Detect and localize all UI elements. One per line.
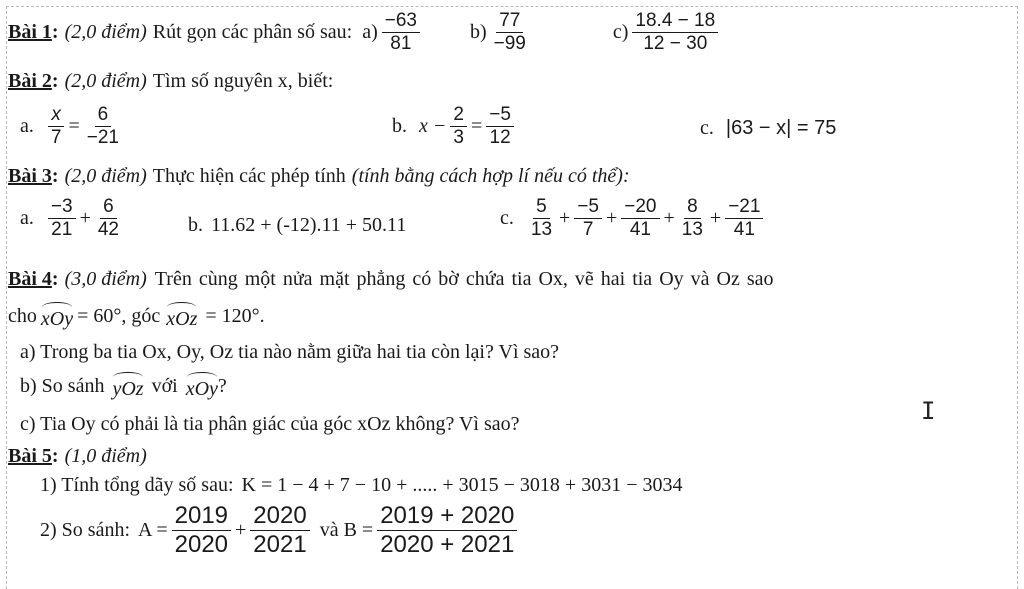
angle-xoz: xOz: [166, 302, 197, 331]
ex5-a-frac1: $\frac{2019}{2020}$: [172, 502, 231, 558]
text-cursor-icon: I: [921, 397, 936, 425]
ex5-b-frac: $\frac{2019 + 2020}{2020 + 2021}$: [377, 502, 517, 558]
exercise-4-text-1: Trên cùng một nửa mặt phẳng có bờ chứa tia Ox, vẽ hai tia Oy và Oz sao: [154, 268, 774, 290]
angle-xoy-value: = 60°, góc: [77, 305, 161, 327]
ex3-c-frac3: $\frac{-20}{41}$: [621, 196, 659, 241]
ex4-question-a: [20, 341, 559, 364]
ex1-c-fraction: $\frac{18.4 - 18}{12 - 30}$: [632, 10, 718, 55]
ex2-c-label: c.: [700, 117, 714, 139]
ex1-b-label: b): [469, 20, 487, 43]
exercise-4-label: Bài 4:: [8, 268, 59, 290]
exercise-2-text: Tìm số nguyên x, biết:: [152, 70, 334, 92]
ex3-c-label: c.: [500, 206, 514, 229]
ex2-b-lhs: x −: [419, 114, 447, 137]
ex3-c-plus-1: +: [559, 206, 571, 229]
ex5-q1-expression: K = 1 − 4 + 7 − 10 + ..... + 3015 − 3018 + 3031 − 3034: [241, 474, 683, 496]
exercise-4: [8, 268, 774, 291]
ex3-b-expr: 11.62 + (-12).11 + 50.11: [211, 214, 407, 236]
angle-yoz: yOz: [112, 372, 143, 401]
ex3-b-label: b.: [188, 214, 203, 236]
exercise-1-label: Bài 1:: [8, 20, 59, 43]
ex2-c-expr: |63 − x| = 75: [725, 117, 837, 139]
ex3-c-plus-3: +: [663, 206, 675, 229]
ex2-a-equals: =: [68, 114, 80, 137]
exercise-3-text: Thực hiện các phép tính: [152, 165, 346, 187]
ex4-question-c: [20, 413, 520, 436]
exercise-1-points: (2,0 điểm): [64, 20, 147, 43]
ex5-question-2: [40, 502, 521, 558]
ex3-c-frac2: $\frac{-5}{7}$: [574, 196, 602, 241]
exercise-3-note: (tính bằng cách hợp lí nếu có thể):: [351, 165, 630, 187]
exercise-4-points: (3,0 điểm): [64, 268, 147, 290]
ex3-c: [500, 196, 767, 241]
ex3-b: [188, 214, 406, 237]
ex3-a-plus: +: [79, 206, 91, 229]
ex2-c: [700, 117, 836, 140]
ex2-b-label: b.: [392, 114, 407, 137]
ex2-b-frac1: $\frac{2}{3}$: [450, 104, 467, 149]
exercise-3: [8, 165, 630, 188]
ex4-question-b: [20, 372, 227, 401]
ex1-b-fraction: $\frac{77}{-99}$: [493, 10, 526, 54]
ex2-b-frac2: $\frac{-5}{12}$: [486, 104, 514, 149]
exercise-5-label: Bài 5:: [8, 445, 59, 467]
ex3-a-frac2: $\frac{6}{42}$: [97, 196, 119, 240]
ex2-a-frac2: $\frac{6}{-21}$: [86, 104, 119, 148]
ex4-qb-prefix: b) So sánh: [20, 375, 105, 397]
angle-xoy: xOy: [41, 302, 73, 331]
exercise-3-points: (2,0 điểm): [64, 165, 147, 187]
ex4-qc-text: c) Tia Oy có phải là tia phân giác của góc xOz không? Vì sao?: [20, 413, 520, 435]
ex5-a-frac2: $\frac{2020}{2021}$: [250, 502, 309, 558]
ex2-a-frac1: $\frac{x}{7}$: [48, 104, 65, 149]
ex3-c-frac4: $\frac{8}{13}$: [681, 196, 703, 240]
ex3-a-frac1: $\frac{-3}{21}$: [48, 196, 76, 241]
ex5-q2-a-label: A =: [138, 518, 168, 541]
exercise-2-label: Bài 2:: [8, 70, 59, 92]
exercise-4-text-2: cho: [8, 305, 37, 327]
exercise-4-line-2: [8, 302, 265, 331]
exercise-5-points: (1,0 điểm): [64, 445, 147, 467]
ex5-q2-prefix: 2) So sánh:: [40, 518, 130, 541]
ex4-qa-text: a) Trong ba tia Ox, Oy, Oz tia nào nằm giữa hai tia còn lại? Vì sao?: [20, 341, 560, 363]
exercise-1-text: Rút gọn các phân số sau:: [152, 20, 353, 43]
ex3-c-frac5: $\frac{-21}{41}$: [725, 196, 763, 241]
ex1-a-label: a): [362, 20, 378, 43]
ex1-c-label: c): [612, 20, 629, 43]
exercise-2: [8, 70, 333, 93]
ex2-b-equals: =: [470, 114, 483, 137]
angle-xoz-value: = 120°.: [205, 305, 265, 327]
exercise-2-points: (2,0 điểm): [64, 70, 147, 92]
angle-xoy-2: xOy: [186, 372, 218, 401]
ex4-qb-question-mark: ?: [217, 375, 227, 397]
ex4-qb-with: với: [151, 375, 178, 397]
ex3-c-frac1: $\frac{5}{13}$: [530, 196, 553, 240]
exercise-5: [8, 445, 147, 468]
ex5-q1-prefix: 1) Tính tổng dãy số sau:: [40, 474, 234, 496]
exercise-1: [8, 10, 722, 55]
ex5-a-plus: +: [235, 518, 247, 541]
ex2-a: [20, 104, 126, 149]
exercise-3-label: Bài 3:: [8, 165, 59, 187]
ex3-a-label: a.: [20, 206, 34, 229]
ex1-a-fraction: $\frac{-63}{81}$: [382, 10, 420, 55]
ex3-c-plus-2: +: [605, 206, 618, 229]
ex2-b: [392, 104, 518, 149]
ex3-c-plus-4: +: [709, 206, 722, 229]
ex5-q2-b-label: và B =: [319, 518, 374, 541]
ex3-a: [20, 196, 126, 241]
ex2-a-label: a.: [20, 114, 34, 137]
ex5-question-1: [40, 474, 682, 497]
